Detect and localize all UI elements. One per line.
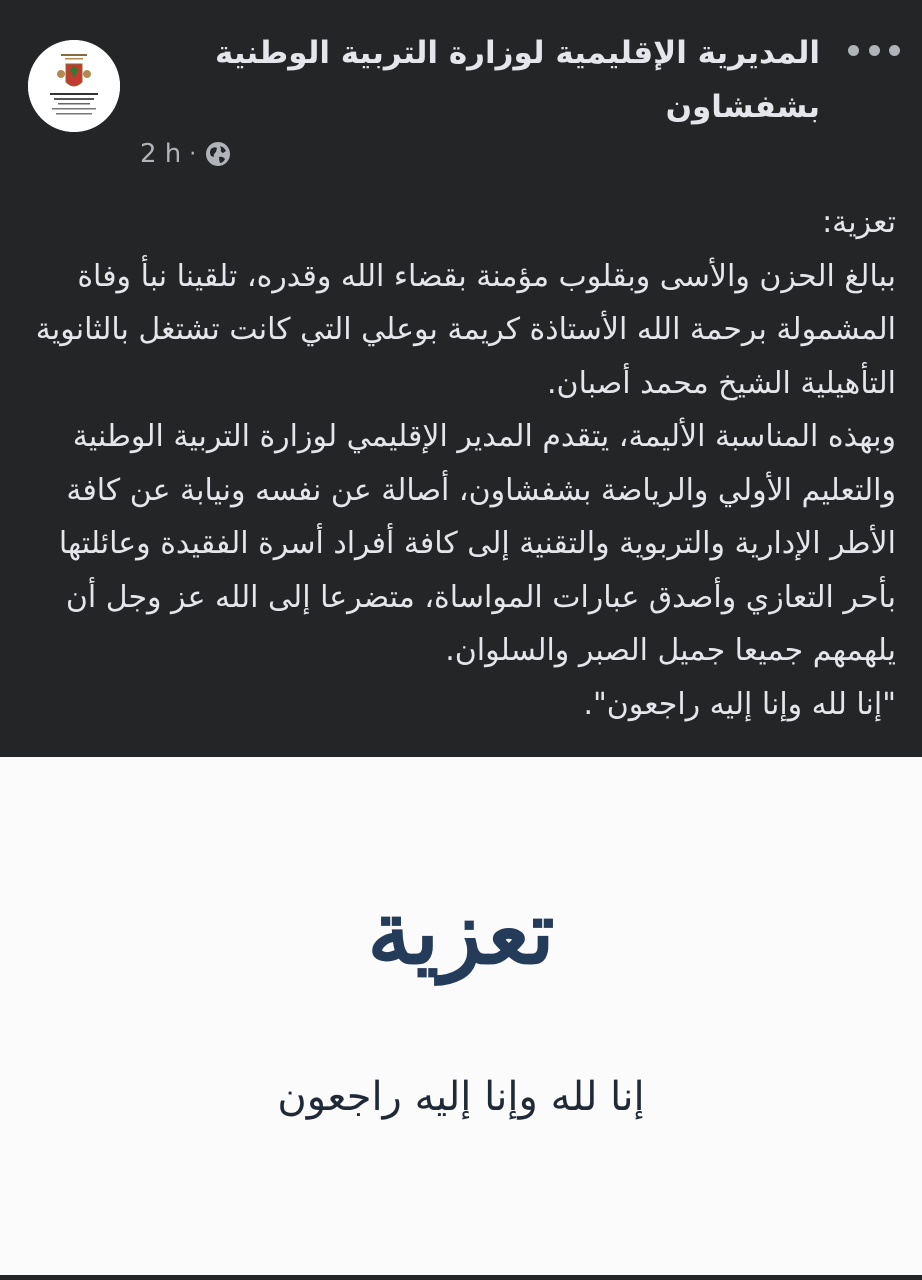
bottom-divider [0,1275,922,1280]
condolence-title: تعزية [367,880,555,984]
condolence-verse: إنا لله وإنا إليه راجعون [277,1074,645,1120]
more-dot-icon [848,45,859,56]
post-text-closing: "إنا لله وإنا إليه راجعون". [583,686,896,722]
more-dot-icon [869,45,880,56]
more-dot-icon [889,45,900,56]
post-text-paragraph: ببالغ الحزن والأسى وبقلوب مؤمنة بقضاء الله وقدره، تلقينا نبأ وفاة المشمولة برحمة الله الأستاذة كريمة بوعلي التي كانت تشتغل بالثانوية التأهيلية الشيخ محمد أصبان. [35,258,896,401]
post-timestamp[interactable]: 2 h [140,139,182,169]
page-name-link[interactable]: المديرية الإقليمية لوزارة التربية الوطنية بشفشاون [214,35,820,125]
post-text [30,196,896,731]
post-text-paragraph: وبهذه المناسبة الأليمة، يتقدم المدير الإقليمي لوزارة التربية الوطنية والتعليم الأولي والرياضة بشفشاون، أصالة عن نفسه ونيابة عن كافة الأطر الإدارية والتربوية والتقنية إلى كافة أفراد أسرة الفقيدة وعائلتها بأحر التعازي وأصدق عبارات المواساة، متضرعا إلى الله عز وجل أن يلهمهم جميعا جميل الصبر والسلوان. [58,419,896,668]
more-options-button[interactable] [848,32,900,68]
meta-separator: · [189,141,197,167]
post-header [0,0,922,190]
post-meta [140,136,232,172]
ministry-logo-icon [28,40,120,132]
globe-icon[interactable] [204,140,232,168]
post-image[interactable] [0,757,922,1275]
post-text-heading: تعزية: [822,205,896,240]
page-avatar[interactable] [28,40,120,132]
